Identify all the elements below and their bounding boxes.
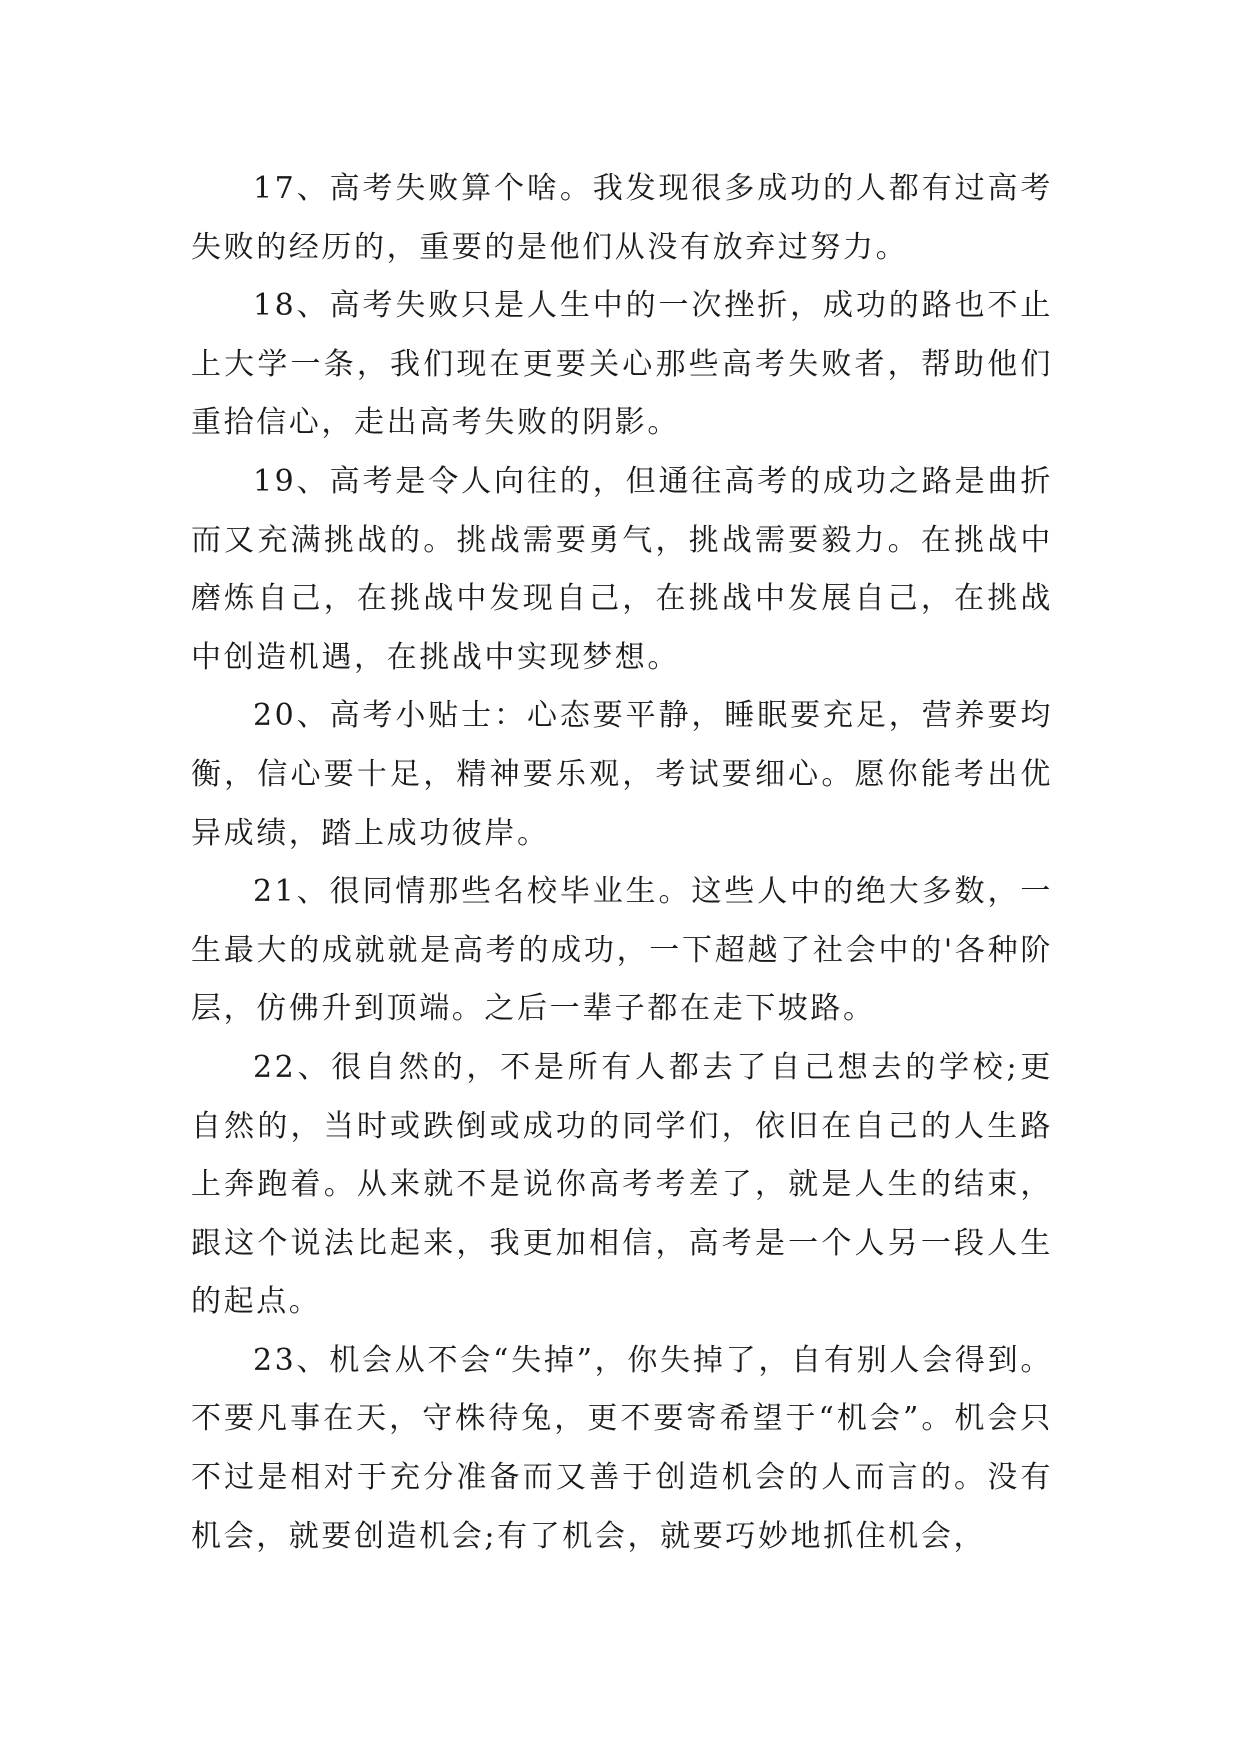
paragraph-18: 18、高考失败只是人生中的一次挫折，成功的路也不止上大学一条，我们现在更要关心那些高考失败者，帮助他们重拾信心，走出高考失败的阴影。 — [191, 288, 1053, 441]
paragraph-20: 20、高考小贴士：心态要平静，睡眠要充足，营养要均衡，信心要十足，精神要乐观，考试要细心。愿你能考出优异成绩，踏上成功彼岸。 — [191, 698, 1053, 851]
paragraph-19: 19、高考是令人向往的，但通往高考的成功之路是曲折而又充满挑战的。挑战需要勇气，挑战需要毅力。在挑战中磨炼自己，在挑战中发现自己，在挑战中发展自己，在挑战中创造机遇，在挑战中实现梦想。 — [191, 463, 1053, 675]
paragraph-22: 22、很自然的，不是所有人都去了自己想去的学校;更自然的，当时或跌倒或成功的同学们，依旧在自己的人生路上奔跑着。从来就不是说你高考考差了，就是人生的结束，跟这个说法比起来，我更加相信，高考是一个人另一段人生的起点。 — [191, 1049, 1053, 1320]
paragraph-21: 21、很同情那些名校毕业生。这些人中的绝大多数，一生最大的成就就是高考的成功，一下超越了社会中的'各种阶层，仿佛升到顶端。之后一辈子都在走下坡路。 — [191, 874, 1053, 1027]
paragraph-23: 23、机会从不会“失掉”，你失掉了，自有别人会得到。不要凡事在天，守株待兔，更不要寄希望于“机会”。机会只不过是相对于充分准备而又善于创造机会的人而言的。没有机会，就要创造机会;有了机会，就要巧妙地抓住机会， — [191, 1342, 1053, 1554]
document-body — [191, 160, 1053, 1566]
paragraph-17: 17、高考失败算个啥。我发现很多成功的人都有过高考失败的经历的，重要的是他们从没有放弃过努力。 — [191, 171, 1053, 265]
